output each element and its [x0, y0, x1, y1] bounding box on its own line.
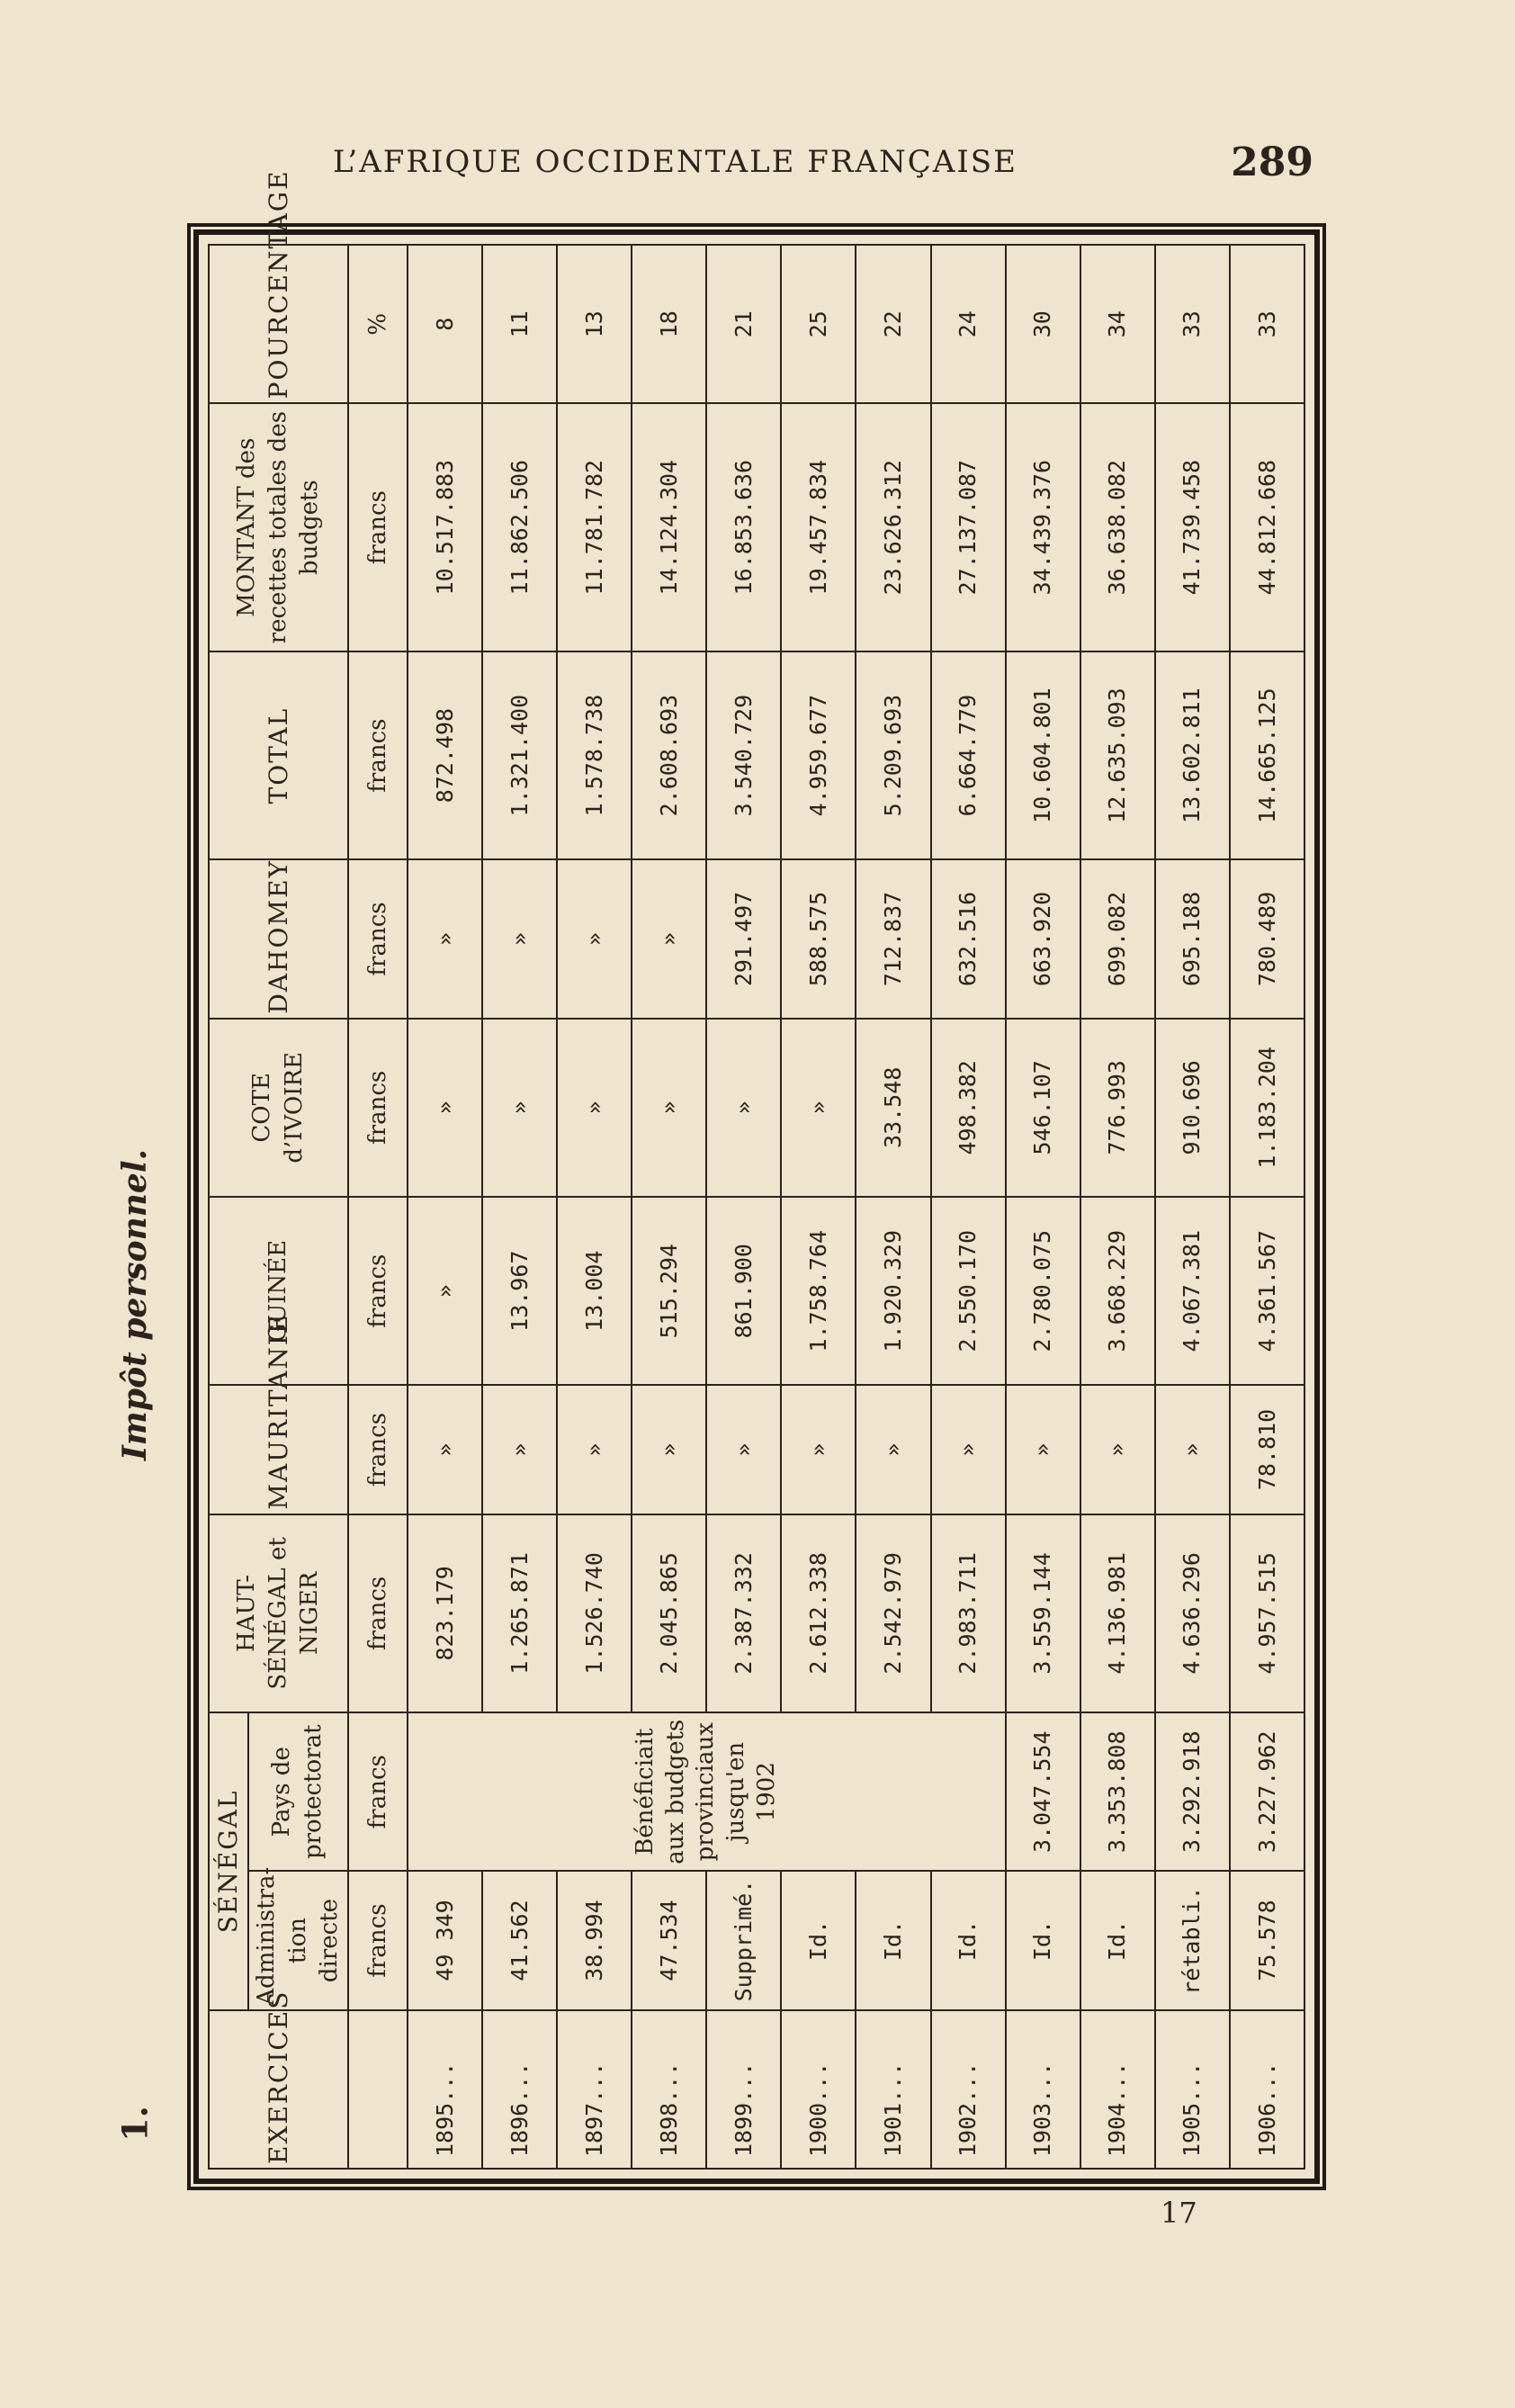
cell-total: 2.608.693	[632, 651, 706, 859]
cell-pct: 21	[706, 245, 781, 403]
tax-table	[208, 169, 1305, 2170]
col-haut-senegal: HAUT-SÉNÉGAL et NIGER	[209, 1514, 348, 1712]
cell-guinee: »	[408, 1197, 482, 1385]
table-row	[706, 245, 781, 2169]
unit-cell: %	[348, 245, 408, 403]
col-exercices: EXERCICES	[209, 2010, 348, 2169]
cell-year: 1895...	[408, 2010, 482, 2169]
cell-year: 1899...	[706, 2010, 781, 2169]
cell-total: 14.665.125	[1230, 651, 1304, 859]
cell-guinee: 3.668.229	[1080, 1197, 1155, 1385]
cell-dahomey: 695.188	[1155, 859, 1230, 1018]
cell-total: 1.578.738	[557, 651, 632, 859]
cell-year: 1896...	[482, 2010, 557, 2169]
cell-dahomey: »	[482, 859, 557, 1018]
cell-guinee: 13.004	[557, 1197, 632, 1385]
cell-protectorat: 3.292.918	[1155, 1712, 1230, 1871]
cell-mauritanie: »	[1155, 1385, 1230, 1514]
cell-total: 12.635.093	[1080, 651, 1155, 859]
cell-guinee: 13.967	[482, 1197, 557, 1385]
cell-haut_senegal: 2.612.338	[781, 1514, 856, 1712]
cell-total: 5.209.693	[856, 651, 930, 859]
cell-cote: »	[408, 1019, 482, 1197]
cell-mauritanie: »	[931, 1385, 1006, 1514]
cell-mauritanie: »	[1006, 1385, 1080, 1514]
cell-mauritanie: »	[856, 1385, 930, 1514]
cell-montant: 16.853.636	[706, 403, 781, 651]
table-row	[557, 245, 632, 2169]
cell-cote: »	[781, 1019, 856, 1197]
cell-total: 3.540.729	[706, 651, 781, 859]
cell-haut_senegal: 2.387.332	[706, 1514, 781, 1712]
table-row	[931, 245, 1006, 2169]
col-dahomey: DAHOMEY	[209, 859, 348, 1018]
cell-guinee: 1.758.764	[781, 1197, 856, 1385]
cell-haut_senegal: 4.636.296	[1155, 1514, 1230, 1712]
cell-dahomey: »	[408, 859, 482, 1018]
cell-cote: »	[482, 1019, 557, 1197]
cell-dahomey: 632.516	[931, 859, 1006, 1018]
cell-year: 1904...	[1080, 2010, 1155, 2169]
cell-protectorat: 3.227.962	[1230, 1712, 1304, 1871]
cell-haut_senegal: 1.526.740	[557, 1514, 632, 1712]
cell-montant: 44.812.668	[1230, 403, 1304, 651]
cell-dahomey: 712.837	[856, 859, 930, 1018]
col-senegal: SÉNÉGAL	[209, 1712, 248, 2010]
cell-guinee: 515.294	[632, 1197, 706, 1385]
cell-year: 1906...	[1230, 2010, 1304, 2169]
col-cote-ivoire: COTE d’IVOIRE	[209, 1019, 348, 1197]
rotated-table-wrapper	[208, 169, 1305, 2170]
cell-total: 872.498	[408, 651, 482, 859]
cell-haut_senegal: 4.136.981	[1080, 1514, 1155, 1712]
cell-mauritanie: »	[706, 1385, 781, 1514]
col-pays-protectorat: Pays de protectorat	[248, 1712, 348, 1871]
unit-cell: francs	[348, 1019, 408, 1197]
table-row	[482, 245, 557, 2169]
signature-mark: 17	[1161, 2196, 1197, 2230]
cell-montant: 34.439.376	[1006, 403, 1080, 651]
cell-mauritanie: »	[557, 1385, 632, 1514]
table-frame	[193, 169, 1320, 2184]
cell-cote: »	[557, 1019, 632, 1197]
cell-mauritanie: »	[408, 1385, 482, 1514]
cell-year: 1898...	[632, 2010, 706, 2169]
table-row	[408, 245, 482, 2169]
unit-cell: francs	[348, 403, 408, 651]
cell-montant: 23.626.312	[856, 403, 930, 651]
cell-mauritanie: »	[482, 1385, 557, 1514]
col-admin-directe: Administra-tion directe	[248, 1871, 348, 2009]
cell-dahomey: 588.575	[781, 859, 856, 1018]
cell-mauritanie: 78.810	[1230, 1385, 1304, 1514]
cell-guinee: 1.920.329	[856, 1197, 930, 1385]
cell-year: 1900...	[781, 2010, 856, 2169]
cell-year: 1905...	[1155, 2010, 1230, 2169]
cell-dahomey: »	[557, 859, 632, 1018]
table-row	[1080, 245, 1155, 2169]
cell-cote: »	[706, 1019, 781, 1197]
cell-cote: »	[632, 1019, 706, 1197]
cell-cote: 33.548	[856, 1019, 930, 1197]
cell-mauritanie: »	[632, 1385, 706, 1514]
cell-pct: 30	[1006, 245, 1080, 403]
cell-haut_senegal: 2.045.865	[632, 1514, 706, 1712]
unit-cell: francs	[348, 1514, 408, 1712]
cell-admin: Supprimé.	[706, 1871, 781, 2009]
col-mauritanie: MAURITANIE	[209, 1385, 348, 1514]
cell-montant: 10.517.883	[408, 403, 482, 651]
cell-montant: 11.862.506	[482, 403, 557, 651]
running-title: L’AFRIQUE OCCIDENTALE FRANÇAISE	[333, 144, 1017, 180]
table-row	[781, 245, 856, 2169]
page-header	[333, 135, 1313, 189]
unit-cell: francs	[348, 1871, 408, 2009]
cell-haut_senegal: 2.983.711	[931, 1514, 1006, 1712]
cell-dahomey: 291.497	[706, 859, 781, 1018]
cell-admin: 47.534	[632, 1871, 706, 2009]
cell-dahomey: »	[632, 859, 706, 1018]
cell-pct: 13	[557, 245, 632, 403]
unit-cell: francs	[348, 1385, 408, 1514]
cell-year: 1903...	[1006, 2010, 1080, 2169]
cell-total: 13.602.811	[1155, 651, 1230, 859]
cell-year: 1901...	[856, 2010, 930, 2169]
cell-admin: Id.	[781, 1871, 856, 2009]
cell-cote: 910.696	[1155, 1019, 1230, 1197]
cell-haut_senegal: 3.559.144	[1006, 1514, 1080, 1712]
cell-montant: 27.137.087	[931, 403, 1006, 651]
cell-admin: 41.562	[482, 1871, 557, 2009]
unit-cell: francs	[348, 651, 408, 859]
cell-admin: Id.	[1080, 1871, 1155, 2009]
table-row	[856, 245, 930, 2169]
table-body	[408, 245, 1304, 2169]
cell-mauritanie: »	[1080, 1385, 1155, 1514]
table-row	[1155, 245, 1230, 2169]
cell-admin: Id.	[856, 1871, 930, 2009]
cell-pct: 25	[781, 245, 856, 403]
col-montant: MONTANT des recettes totales des budgets	[209, 403, 348, 651]
cell-pct: 33	[1155, 245, 1230, 403]
cell-cote: 1.183.204	[1230, 1019, 1304, 1197]
cell-cote: 776.993	[1080, 1019, 1155, 1197]
cell-pct: 24	[931, 245, 1006, 403]
cell-pct: 34	[1080, 245, 1155, 403]
cell-dahomey: 663.920	[1006, 859, 1080, 1018]
protectorat-note: Bénéficiait aux budgets provinciaux jusqu'en 1902	[408, 1712, 1006, 1871]
cell-cote: 498.382	[931, 1019, 1006, 1197]
cell-guinee: 4.067.381	[1155, 1197, 1230, 1385]
side-title-text: Impôt personnel.	[116, 1148, 154, 1461]
cell-guinee: 4.361.567	[1230, 1197, 1304, 1385]
col-pourcentage: POURCENTAGE	[209, 245, 348, 403]
cell-admin: 49 349	[408, 1871, 482, 2009]
col-guinee: GUINÉE	[209, 1197, 348, 1385]
cell-pct: 22	[856, 245, 930, 403]
cell-montant: 19.457.834	[781, 403, 856, 651]
cell-montant: 36.638.082	[1080, 403, 1155, 651]
cell-pct: 33	[1230, 245, 1304, 403]
table-row	[1230, 245, 1304, 2169]
cell-haut_senegal: 2.542.979	[856, 1514, 930, 1712]
cell-dahomey: 699.082	[1080, 859, 1155, 1018]
cell-total: 1.321.400	[482, 651, 557, 859]
table-row	[1006, 245, 1080, 2169]
cell-pct: 11	[482, 245, 557, 403]
cell-dahomey: 780.489	[1230, 859, 1304, 1018]
unit-cell	[348, 2010, 408, 2169]
cell-guinee: 2.780.075	[1006, 1197, 1080, 1385]
page-number: 289	[1231, 139, 1313, 185]
cell-haut_senegal: 1.265.871	[482, 1514, 557, 1712]
cell-pct: 18	[632, 245, 706, 403]
cell-montant: 41.739.458	[1155, 403, 1230, 651]
footnote-marker-text: 1.	[114, 2106, 156, 2142]
table-row	[632, 245, 706, 2169]
col-total: TOTAL	[209, 651, 348, 859]
cell-total: 4.959.677	[781, 651, 856, 859]
cell-admin: Id.	[1006, 1871, 1080, 2009]
cell-admin: rétabli.	[1155, 1871, 1230, 2009]
cell-guinee: 2.550.170	[931, 1197, 1006, 1385]
cell-haut_senegal: 823.179	[408, 1514, 482, 1712]
unit-cell: francs	[348, 1712, 408, 1871]
cell-guinee: 861.900	[706, 1197, 781, 1385]
unit-cell: francs	[348, 859, 408, 1018]
cell-protectorat: 3.047.554	[1006, 1712, 1080, 1871]
cell-montant: 14.124.304	[632, 403, 706, 651]
cell-year: 1902...	[931, 2010, 1006, 2169]
cell-haut_senegal: 4.957.515	[1230, 1514, 1304, 1712]
cell-cote: 546.107	[1006, 1019, 1080, 1197]
cell-total: 6.664.779	[931, 651, 1006, 859]
cell-admin: Id.	[931, 1871, 1006, 2009]
cell-admin: 38.994	[557, 1871, 632, 2009]
unit-cell: francs	[348, 1197, 408, 1385]
cell-total: 10.604.801	[1006, 651, 1080, 859]
cell-protectorat: 3.353.808	[1080, 1712, 1155, 1871]
cell-pct: 8	[408, 245, 482, 403]
cell-admin: 75.578	[1230, 1871, 1304, 2009]
cell-mauritanie: »	[781, 1385, 856, 1514]
cell-year: 1897...	[557, 2010, 632, 2169]
cell-montant: 11.781.782	[557, 403, 632, 651]
